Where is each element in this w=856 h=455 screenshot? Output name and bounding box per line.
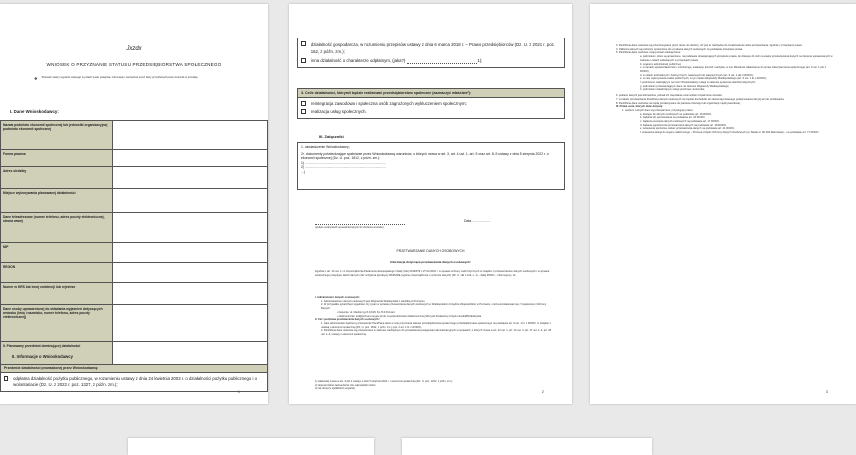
section1-heading: I. Dane Wnioskodawcy:	[10, 109, 59, 114]
form-title: WNIOSEK O PRZYZNANIE STATUSU PRZEDSIĘBIORSTWA SPOŁECZNEGO	[46, 62, 222, 67]
activity-continue-box	[297, 38, 565, 68]
gdpr-item: 3. Pani/Pana dane osobowe są przechowywane przez okres nie dłuższy, niż jest to niezbędne do zrealizowania celów przetwarzania, zgodnie z przepisami prawa.	[616, 44, 803, 47]
gdpr-continued-list	[616, 44, 834, 135]
gdpr-item: b. organom administracji publicznej;	[640, 62, 682, 66]
gdpr-item: 8. Pani/Pana dane osobowe nie będą przekazywane do państwa trzeciego lub organizacji międzynarodowej.	[616, 101, 741, 105]
document-page-1	[0, 4, 268, 404]
checkbox-goal-social-services[interactable]	[298, 108, 564, 118]
next-page-preview[interactable]	[128, 438, 374, 455]
gdpr-item: 1. osobom, których dane są przetwarzane, przysługuje prawo:	[622, 108, 694, 112]
table-row	[1, 150, 268, 167]
checkbox-option-public-benefit[interactable]	[1, 373, 267, 391]
goals-box	[297, 88, 565, 119]
instruction-note	[34, 76, 234, 81]
gdpr-item: e. wniesienia sprzeciwu wobec przetwarzania danych na podstawie art. 21 RODO,	[640, 127, 735, 131]
date-field[interactable]: Data ....................	[464, 219, 491, 223]
annex-item-1: 1) ......................................................................................	[301, 160, 386, 165]
checkbox[interactable]	[4, 376, 8, 381]
input-cell-nip[interactable]	[113, 243, 268, 263]
gdpr-item: • elektronicznie: iod@poznan.uw.gov.pl lub za pośrednictwem Elektronicznej Skrzynki Podawczej Urzędu /iuw6q86rdk/skrytka.	[337, 314, 482, 318]
checkbox[interactable]	[301, 109, 306, 114]
gdpr-item: 1. Jako administrator będziemy przetwarzać Pani/Pana dane w celu przyznania statusu przedsiębiorstwa społecznego przedsiębiorstwa społecznego na podstawie art. 6 ust. 1 lit. c RODO, w związku z ustawą o ekonomii społecznej (Dz. U. poz. 1812, z późn. zm.) (ust. 2 art. 1 lit. c RODO);	[321, 321, 551, 329]
gdpr-item: 2. Pani/Pana dane osobowe są przetwarzane w zakresie niezbędnym do prowadzenia postępowań administracyjnych w sprawach, o których mowa w art. 12 ust. 1, art. 14 ust. 3, art. 17 ust. 1–2, art. 18 ust. 1–2, ustawy o ekonomii społecznej.	[321, 329, 552, 337]
row-label: NIP	[1, 243, 113, 263]
footnote: 3) nie dotyczy spółdzielni socjalnej.	[315, 387, 356, 391]
gdpr-item: 6. podanie danych jest dobrowolne, jednak ich niepodanie uniemożliwi rozpatrzenie wniosku.	[616, 94, 723, 98]
checkbox-label: działalność gospodarcza, w rozumieniu przepisów ustawy z dnia 6 marca 2018 r. – Prawo przedsiębiorców (Dz. U. z 2021 r. poz. 162, z późn. zm.);	[310, 42, 556, 54]
table-row	[1, 305, 268, 342]
gdpr-item: • listownie: ul. Niezłomnych 16/18, 61-713 Poznań;	[337, 310, 396, 314]
row-label: Adres siedziby	[1, 167, 113, 189]
other-activity-input[interactable]	[407, 58, 477, 64]
gdpr-item: d. w celach archiwalnych i historycznych, naukowych lub statystycznych (art. 9 ust. 1 pkt 3 RODO);	[640, 73, 754, 77]
gdpr-item: 7. w trakcie przetwarzania Pani/Pana danych osobowych nie będzie dochodziło do zautomatyzowanego podejmowania decyzji ani do profilowania.	[616, 97, 785, 101]
footnotes	[315, 380, 555, 391]
gdpr-subtitle: Informacja dotycząca przetwarzania danych osobowych:	[390, 260, 471, 264]
table-row	[1, 167, 268, 189]
gdpr-item: b. żądania ich sprostowania na podstawie art. 16 RODO,	[640, 116, 706, 120]
input-cell-entity-name[interactable]	[113, 121, 268, 150]
box-header: Przedmiot działalności prowadzonej przez Wnioskodawcę:	[1, 365, 267, 373]
annex-line-1: 1. oświadczenie Wnioskodawcy;	[301, 145, 350, 149]
row-label: Miejsce wykonywania planowanej działalności	[1, 189, 113, 213]
signature-line[interactable]	[315, 224, 405, 225]
table-row	[1, 121, 268, 150]
checkbox[interactable]	[301, 58, 306, 63]
input-cell-contact-person[interactable]	[113, 305, 268, 342]
checkbox-option-business[interactable]	[298, 38, 564, 57]
gdpr-item: c. żądania usunięcia danych osobowych na podstawie art. 17 RODO,	[640, 120, 720, 124]
page-number: 1	[237, 389, 240, 394]
page-number: 2	[541, 389, 544, 394]
header-jxzdx: Jxzdx	[126, 46, 142, 52]
checkbox[interactable]	[301, 101, 306, 106]
page-number: 3	[825, 389, 828, 394]
gdpr-item: I. Administrator danych osobowych:	[315, 296, 360, 299]
checkbox-goal-reintegration[interactable]	[298, 98, 564, 108]
footnote: 1) właściwej mowa w art. 3 pkt 2 ustawy z dnia 5 sierpnia 2022 r. o ekonomii społecznej (Dz. U. poz. 1812, z późn. zm.);	[315, 380, 453, 383]
row-label: Numer w KRS lub innej ewidencji lub rejestrze	[1, 283, 113, 305]
box-header: 3. Cel/e działalności, którym/i będzie realizować przedsiębiorstwo społeczne (zaznaczyć właściwe²):	[298, 89, 564, 98]
row-label: Dane osoby upoważnionej do składania wyjaśnień dotyczących wniosku (imię i nazwisko, numer telefonu, adres poczty elektronicznej)	[1, 305, 113, 342]
row-label: II. Planowany przedmiot dominującej działalności	[1, 342, 113, 370]
table-row	[1, 213, 268, 243]
checkbox-label: inna działalność o charakterze odpłatnym, (jaka?)	[311, 58, 406, 63]
gdpr-item: g. podmiotom przetwarzającym dane na zlecenie Wojewody Wielkopolskiego;	[640, 84, 730, 88]
checkbox-label: realizacja usług społecznych.	[311, 109, 367, 115]
gdpr-item: 2. W przypadku pytań/chęci wyjaśnień czy pytań w sprawie przetwarzania danych osobowych w Wielkopolskim Urzędzie Wojewódzkim w Poznaniu, można kontaktować się z Inspektorem Ochrony Danych:	[321, 303, 547, 311]
annex-item-3: ...)	[301, 169, 305, 174]
gdpr-list	[315, 296, 555, 337]
next-page-preview[interactable]	[402, 438, 652, 455]
applicant-data-table	[0, 120, 268, 370]
instruction-text: Wniosek należy wypełnić wpisując w polach puste pola/pola, informacje i zaznaczać przez dany przydział pól puste znacznik w przedsię.	[41, 76, 199, 79]
section2-heading: II. Informacje o Wnioskodawcy	[12, 354, 73, 359]
gdpr-item: c. w ramach sprawozdawczości, monitoringu, ewaluacji, kontroli i audytów, w tym Ministrowi właściwemu do spraw zabezpieczenia społecznego (art. 9 ust. 1 pkt 1 RODO);	[640, 66, 826, 73]
footnote: 2) dopuszczalne zaznaczenie obu odpowiedzi celów;	[315, 383, 376, 387]
row-label: Forma prawna	[1, 150, 113, 167]
input-cell-contact[interactable]	[113, 213, 268, 243]
row-label: Nazwa podmiotu ekonomii społecznej lub jednostki organizacyjnej podmiotu ekonomii społecznej	[1, 121, 113, 150]
gdpr-item: 4. Odbiorcą danych są podmioty uprawnione do uzyskania danych osobowych na podstawie przepisów prawa.	[616, 47, 743, 51]
gdpr-item: 1. Administratorem danych osobowych jest Wojewoda Wielkopolski z siedzibą w Poznaniu.	[321, 299, 426, 303]
input-cell-krs[interactable]	[113, 283, 268, 305]
input-cell-address[interactable]	[113, 167, 268, 189]
document-page-2	[289, 4, 572, 404]
checkbox-label: reintegracja zawodowa i społeczna osób zagrożonych wykluczeniem społecznym;	[311, 101, 467, 106]
signature-caption: (podpis osoby/osób upoważnionej/ych do złożenia wniosku)	[315, 226, 384, 229]
activity-subject-box	[0, 364, 268, 392]
annex-box	[297, 142, 565, 190]
annex-item-2: 2) ......................................................................................	[301, 165, 386, 170]
gdpr-item: a. podmiotom, które są uprawnione, na podstawie obowiązujących przepisów prawa, do dostępu do nich na etapie przekazywania danych na zlecenie sprawowanych w zakresie i celach wskazanych w przepisach prawa;	[640, 55, 833, 62]
table-row	[1, 283, 268, 305]
gdpr-item: 5. Pani/Pana dane osobowe mogą zostać udostępnione:	[616, 51, 681, 55]
row-label: REGON	[1, 263, 113, 283]
footnote-ref: 1);	[477, 58, 483, 63]
gdpr-item: a. dostępu do danych osobowych na podstawie art. 15 RODO,	[640, 112, 712, 116]
table-row	[1, 189, 268, 213]
gdpr-item: II. Cel i podstawa przetwarzania danych osobowych:	[315, 318, 380, 322]
gdpr-intro: Zgodnie z art. 13 ust. 1 i 2 rozporządzenia Parlamentu Europejskiego i Rady (UE) 2016/679 z 27.04.2016 r. w sprawie ochrony osób fizycznych w związku z przetwarzaniem danych osobowych i w sprawie swobodnego przepływu takich danych oraz uchylenia dyrektywy 95/46/WE (ogólne rozporządzenie o ochronie danych) (Dz. U. UE L 119, s. 1) – dalej RODO – informujemy, że:	[315, 270, 550, 277]
table-row	[1, 263, 268, 283]
checkbox-option-other-paid[interactable]	[298, 57, 564, 67]
input-cell-legal-form[interactable]	[113, 150, 268, 167]
gdpr-item: e. w celu wykonywania zadań publicznych, w tym zadań Wojewody Wielkopolskiego (art. 6 ust. 1 lit. e RODO);	[640, 77, 767, 81]
gdpr-item: f. podmiotom realizującym na rzecz Wnioskodawcy usługi w zakresie systemów teleinformatycznych;	[640, 81, 756, 85]
annex-line-2: 2³. dokumenty potwierdzające spełnianie przez Wnioskodawcę warunków, o których mowa w art. 3, art. 4 ust. 1, art. 5 oraz art. 8–9 ustawy z dnia 5 sierpnia 2022 r. o ekonomii społecznej (Dz. U. poz. 1812, z późn. zm.):	[301, 151, 549, 161]
input-cell-regon[interactable]	[113, 263, 268, 283]
gdpr-title: PRZETWARZANIE DANYCH OSOBOWYCH	[396, 249, 465, 253]
diamond-bullet-icon: ❖	[34, 76, 38, 81]
gdpr-item: d. żądania ograniczenia przetwarzania danych na podstawie art. 18 RODO,	[640, 123, 727, 127]
checkbox[interactable]	[301, 41, 306, 46]
table-row	[1, 243, 268, 263]
annex-heading: III. Załączniki	[319, 134, 344, 139]
gdpr-item: h. podmiotom świadczącym usługi pocztowe i kurierskie;	[640, 88, 705, 92]
gdpr-item: f. wniesienia skargi do organu nadzorczego – Prezesa Urzędu Ochrony Danych Osobowych (ul. Stawki 2, 00-193 Warszawa) – na podstawie art. 77 RODO.	[640, 131, 820, 135]
gdpr-item: III. Prawa osób, których dane dotyczą:	[616, 105, 663, 109]
input-cell-activity-place[interactable]	[113, 189, 268, 213]
row-label: Dane teleadresowe (numer telefonu, adres poczty elektronicznej, strona www)	[1, 213, 113, 243]
checkbox-label: odpłatna działalność pożytku publicznego, w rozumieniu ustawy z dnia 24 kwietnia 2003 r. o działalności pożytku publicznego i o wolontariacie (Dz. U. z 2022 r. poz. 1327, z późn. zm.);	[13, 375, 258, 388]
document-page-3	[590, 4, 856, 404]
